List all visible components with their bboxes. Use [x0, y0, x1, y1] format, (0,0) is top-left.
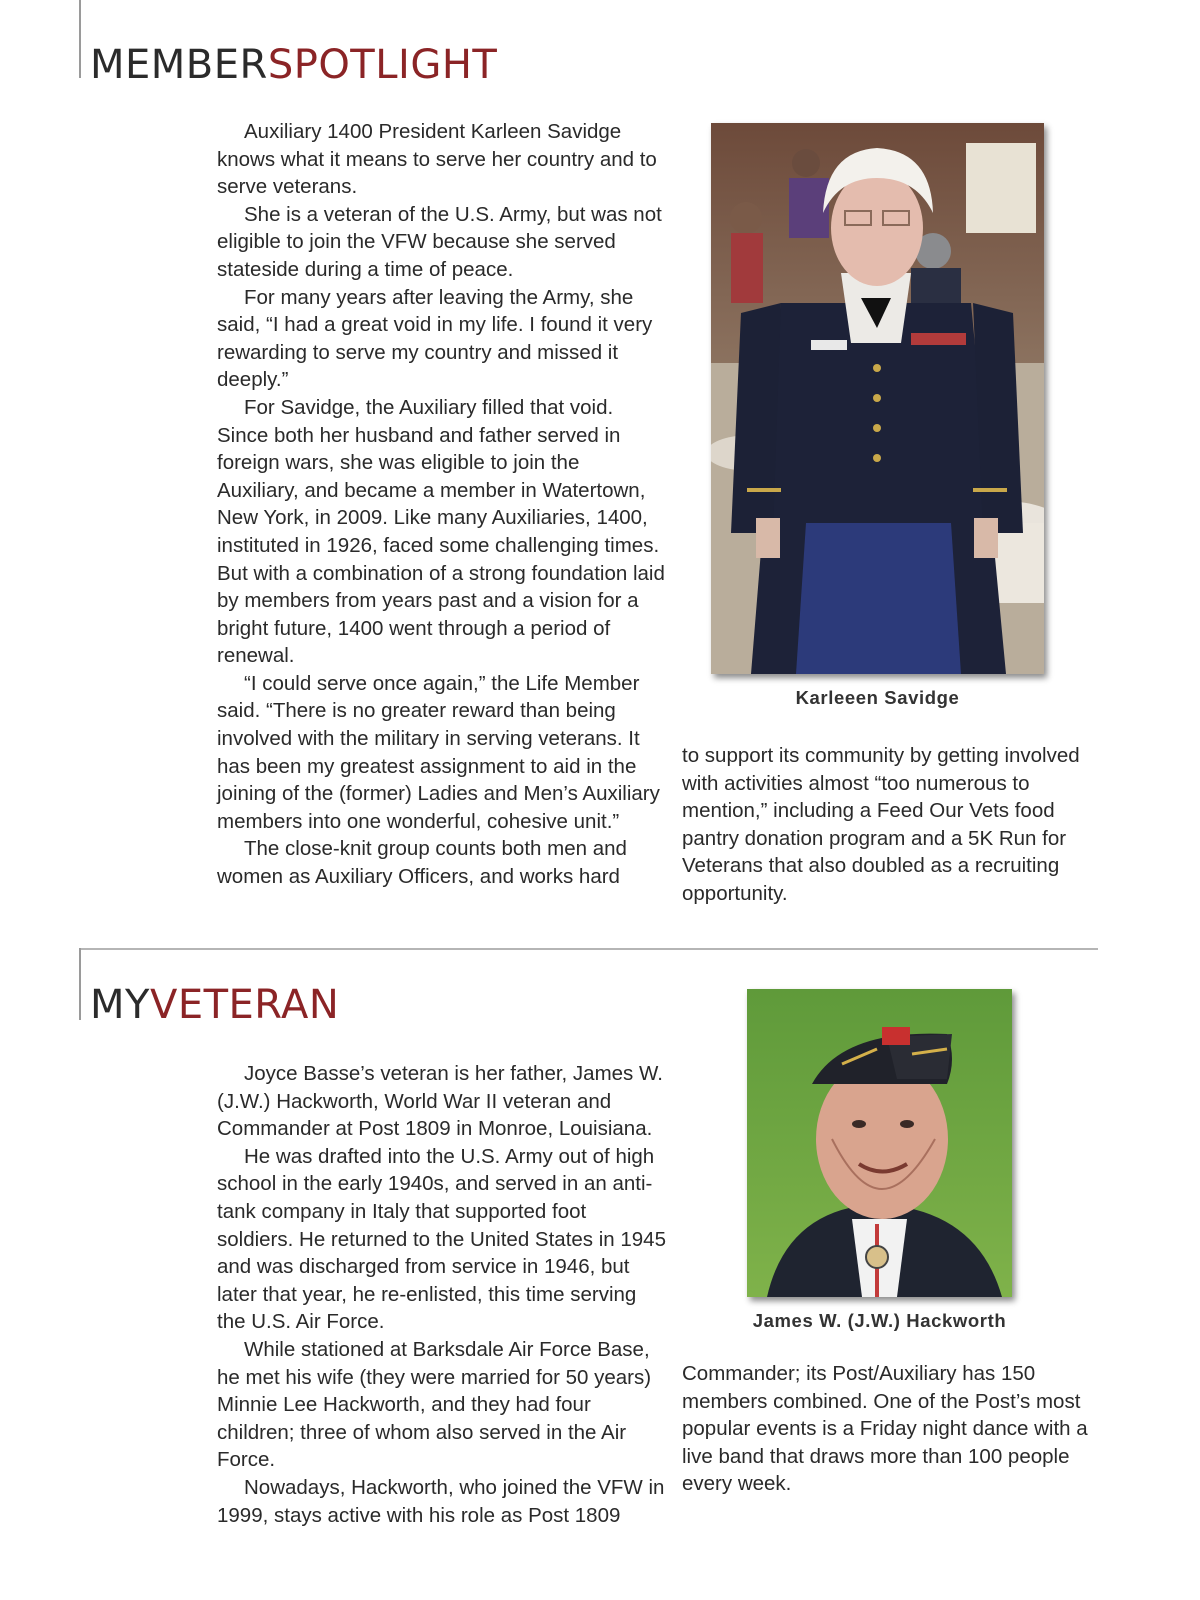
veteran-paragraph: Nowadays, Hackworth, who joined the VFW in 1999, stays active with his role as Post 1809	[217, 1475, 665, 1527]
spotlight-heading	[90, 42, 498, 88]
hackworth-photo-caption: James W. (J.W.) Hackworth	[752, 1310, 1007, 1331]
veteran-body-right	[682, 1360, 1090, 1498]
spotlight-paragraph: “I could serve once again,” the Life Member said. “There is no greater reward than being involved with the military in serving veterans. It has been my greatest assignment to aid in the joining of the (former) Ladies and Men’s Auxiliary members into one wonderful, cohesive unit.”	[217, 671, 660, 833]
spotlight-heading-dark: MEMBER	[90, 42, 268, 88]
veteran-heading	[90, 982, 340, 1028]
spotlight-paragraph: She is a veteran of the U.S. Army, but was not eligible to join the VFW because she served stateside during a time of peace.	[217, 202, 662, 281]
karleen-savidge-photo	[711, 123, 1044, 674]
savidge-uniform-illustration	[711, 123, 1044, 674]
veteran-rule-vertical	[79, 948, 81, 1020]
spotlight-paragraph: For many years after leaving the Army, she said, “I had a great void in my life. I found it very rewarding to serve my country and missed it deeply.”	[217, 285, 653, 392]
savidge-photo-caption: Karleeen Savidge	[795, 687, 960, 708]
veteran-paragraph: He was drafted into the U.S. Army out of high school in the early 1940s, and served in an anti-tank company in Italy that supported foot soldiers. He returned to the United States in 1945 and was discharged from service in 1946, but later that year, he re-enlisted, this time serving the U.S. Air Force.	[217, 1144, 666, 1334]
hackworth-photo	[747, 989, 1012, 1297]
hackworth-portrait-illustration	[747, 989, 1012, 1297]
spotlight-paragraph: For Savidge, the Auxiliary filled that void. Since both her husband and father served in foreign wars, she was eligible to join the Auxiliary, and became a member in Watertown, New York, in 2009. Like many Auxiliaries, 1400, instituted in 1926, faced some challenging times. But with a combination of a strong foundation laid by members from years past and a vision for a bright future, 1400 went through a period of renewal.	[217, 395, 665, 668]
veteran-paragraph: While stationed at Barksdale Air Force Base, he met his wife (they were married for 50 years) Minnie Lee Hackworth, and they had four children; three of whom also served in the Air Force.	[217, 1337, 652, 1472]
spotlight-paragraph: Auxiliary 1400 President Karleen Savidge knows what it means to serve her country and to serve veterans.	[217, 120, 657, 199]
spotlight-paragraph: The close-knit group counts both men and women as Auxiliary Officers, and works hard	[217, 837, 627, 889]
veteran-heading-dark: MY	[90, 982, 150, 1028]
veteran-body-left	[217, 1060, 667, 1529]
veteran-continued-paragraph: Commander; its Post/Auxiliary has 150 members combined. One of the Post’s most popular events is a Friday night dance with a live band that draws more than 100 people every week.	[682, 1362, 1088, 1496]
spotlight-body-right	[682, 742, 1090, 908]
veteran-heading-accent: VETERAN	[149, 982, 340, 1028]
spotlight-body-left	[217, 118, 665, 891]
section-divider	[79, 948, 1098, 950]
spotlight-heading-accent: SPOTLIGHT	[267, 42, 498, 88]
spotlight-rule-vertical	[79, 0, 81, 78]
veteran-paragraph: Joyce Basse’s veteran is her father, James W. (J.W.) Hackworth, World War II veteran and Commander at Post 1809 in Monroe, Louisiana.	[217, 1062, 663, 1141]
spotlight-continued-paragraph: to support its community by getting involved with activities almost “too numerous to mention,” including a Feed Our Vets food pantry donation program and a 5K Run for Veterans that also doubled as a recruiting opportunity.	[682, 744, 1080, 905]
